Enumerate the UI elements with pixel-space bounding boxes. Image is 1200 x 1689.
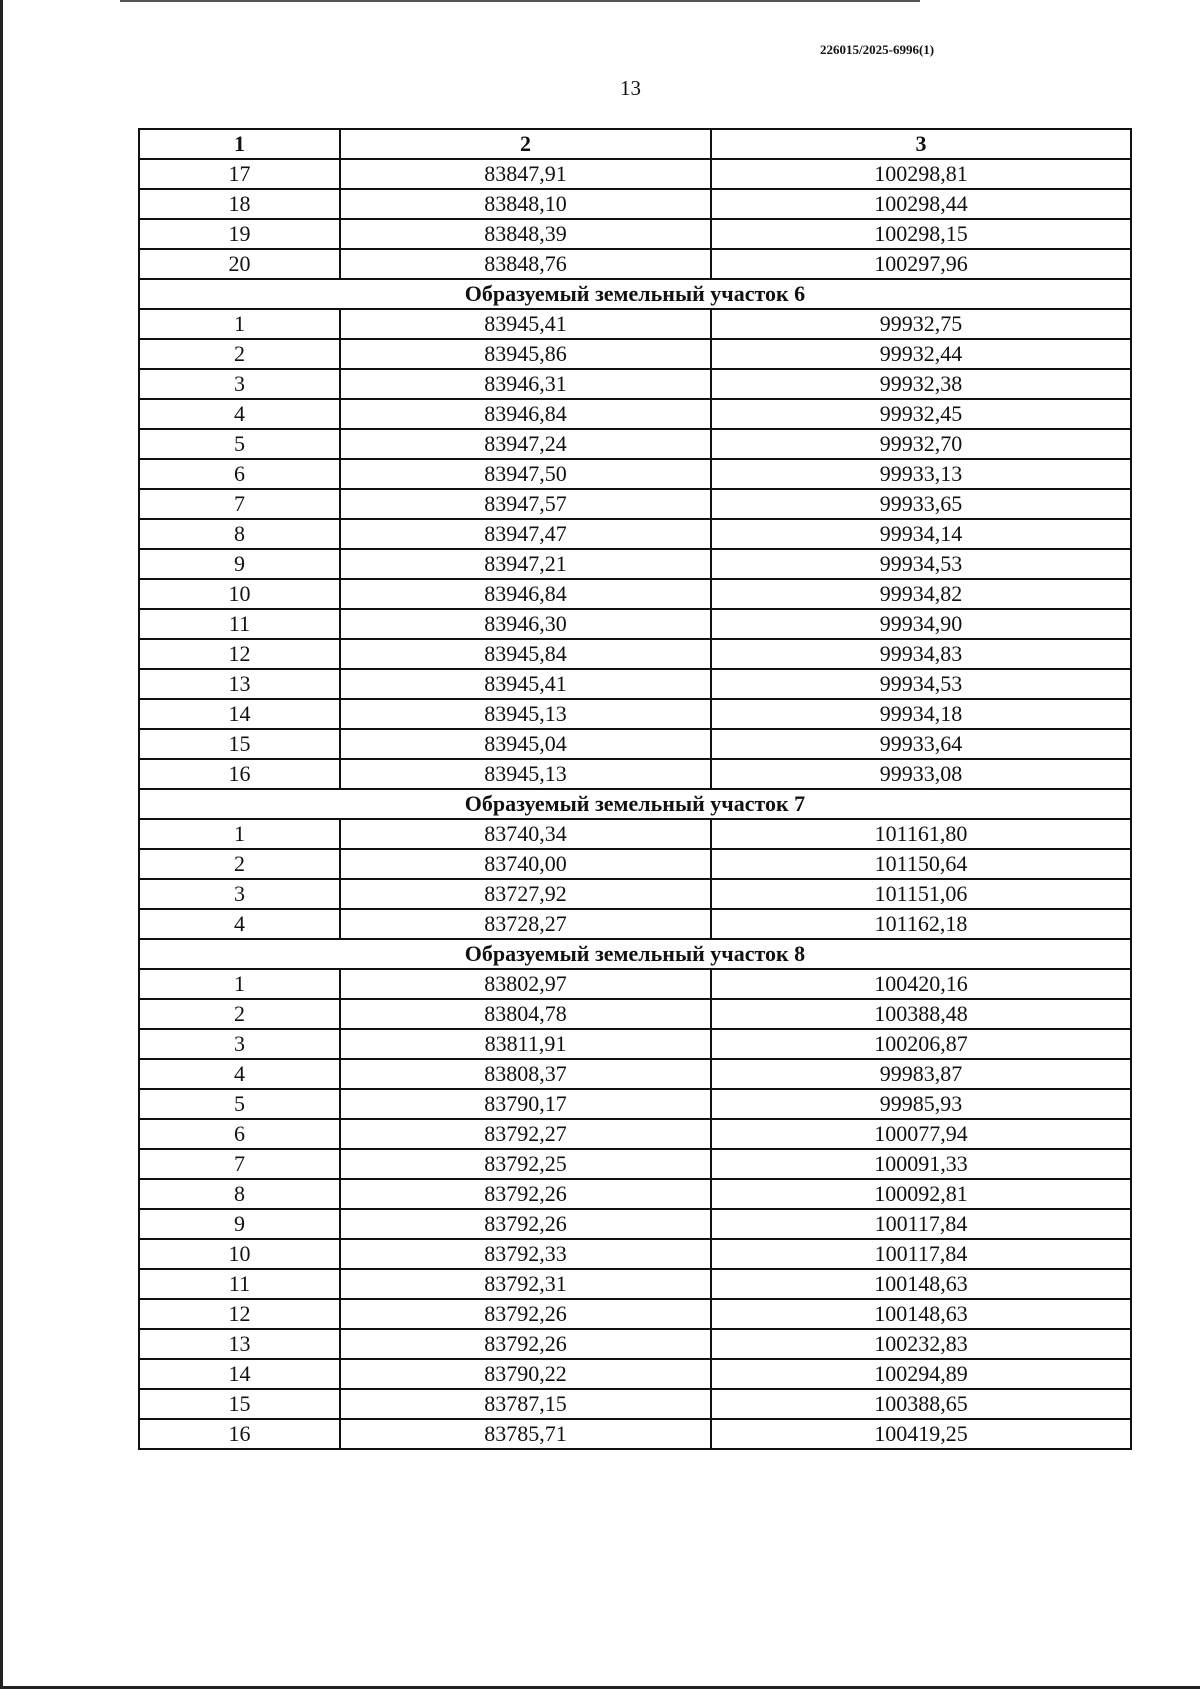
x-coordinate-cell: 83848,39 bbox=[340, 219, 711, 249]
x-coordinate-cell: 83947,21 bbox=[340, 549, 711, 579]
table-header-row bbox=[139, 129, 1131, 159]
x-coordinate-cell: 83792,26 bbox=[340, 1329, 711, 1359]
point-number-cell: 12 bbox=[139, 1299, 340, 1329]
point-number-cell: 6 bbox=[139, 1119, 340, 1149]
x-coordinate-cell: 83740,34 bbox=[340, 819, 711, 849]
y-coordinate-cell: 100206,87 bbox=[711, 1029, 1131, 1059]
y-coordinate-cell: 99932,44 bbox=[711, 339, 1131, 369]
y-coordinate-cell: 100419,25 bbox=[711, 1419, 1131, 1449]
point-number-cell: 13 bbox=[139, 1329, 340, 1359]
x-coordinate-cell: 83947,50 bbox=[340, 459, 711, 489]
y-coordinate-cell: 100388,65 bbox=[711, 1389, 1131, 1419]
x-coordinate-cell: 83945,86 bbox=[340, 339, 711, 369]
y-coordinate-cell: 99934,14 bbox=[711, 519, 1131, 549]
table-row bbox=[139, 1389, 1131, 1419]
column-header: 1 bbox=[139, 129, 340, 159]
y-coordinate-cell: 100148,63 bbox=[711, 1269, 1131, 1299]
table-row bbox=[139, 1089, 1131, 1119]
y-coordinate-cell: 99932,75 bbox=[711, 309, 1131, 339]
x-coordinate-cell: 83808,37 bbox=[340, 1059, 711, 1089]
table-row bbox=[139, 429, 1131, 459]
x-coordinate-cell: 83792,31 bbox=[340, 1269, 711, 1299]
table-row bbox=[139, 699, 1131, 729]
point-number-cell: 9 bbox=[139, 549, 340, 579]
point-number-cell: 10 bbox=[139, 1239, 340, 1269]
table-row bbox=[139, 999, 1131, 1029]
table-row bbox=[139, 849, 1131, 879]
y-coordinate-cell: 99934,53 bbox=[711, 669, 1131, 699]
y-coordinate-cell: 99934,18 bbox=[711, 699, 1131, 729]
point-number-cell: 14 bbox=[139, 1359, 340, 1389]
y-coordinate-cell: 100388,48 bbox=[711, 999, 1131, 1029]
y-coordinate-cell: 99983,87 bbox=[711, 1059, 1131, 1089]
y-coordinate-cell: 100298,44 bbox=[711, 189, 1131, 219]
y-coordinate-cell: 99933,64 bbox=[711, 729, 1131, 759]
y-coordinate-cell: 101150,64 bbox=[711, 849, 1131, 879]
x-coordinate-cell: 83946,84 bbox=[340, 399, 711, 429]
table-row bbox=[139, 519, 1131, 549]
table-row bbox=[139, 879, 1131, 909]
y-coordinate-cell: 100077,94 bbox=[711, 1119, 1131, 1149]
table-row bbox=[139, 1209, 1131, 1239]
table-row bbox=[139, 489, 1131, 519]
y-coordinate-cell: 100420,16 bbox=[711, 969, 1131, 999]
y-coordinate-cell: 100232,83 bbox=[711, 1329, 1131, 1359]
x-coordinate-cell: 83792,33 bbox=[340, 1239, 711, 1269]
table-row bbox=[139, 639, 1131, 669]
section-title: Образуемый земельный участок 7 bbox=[139, 789, 1131, 819]
point-number-cell: 14 bbox=[139, 699, 340, 729]
page-edge-top bbox=[120, 0, 920, 2]
x-coordinate-cell: 83945,13 bbox=[340, 699, 711, 729]
y-coordinate-cell: 100117,84 bbox=[711, 1239, 1131, 1269]
point-number-cell: 3 bbox=[139, 879, 340, 909]
table-row bbox=[139, 309, 1131, 339]
table-row bbox=[139, 819, 1131, 849]
point-number-cell: 3 bbox=[139, 369, 340, 399]
section-row bbox=[139, 279, 1131, 309]
y-coordinate-cell: 99934,53 bbox=[711, 549, 1131, 579]
section-title: Образуемый земельный участок 6 bbox=[139, 279, 1131, 309]
y-coordinate-cell: 100298,81 bbox=[711, 159, 1131, 189]
y-coordinate-cell: 99933,65 bbox=[711, 489, 1131, 519]
table-row bbox=[139, 549, 1131, 579]
point-number-cell: 2 bbox=[139, 999, 340, 1029]
x-coordinate-cell: 83947,24 bbox=[340, 429, 711, 459]
point-number-cell: 11 bbox=[139, 609, 340, 639]
point-number-cell: 1 bbox=[139, 309, 340, 339]
table-row bbox=[139, 1119, 1131, 1149]
point-number-cell: 2 bbox=[139, 849, 340, 879]
point-number-cell: 4 bbox=[139, 909, 340, 939]
x-coordinate-cell: 83947,47 bbox=[340, 519, 711, 549]
point-number-cell: 15 bbox=[139, 1389, 340, 1419]
point-number-cell: 8 bbox=[139, 519, 340, 549]
point-number-cell: 12 bbox=[139, 639, 340, 669]
point-number-cell: 2 bbox=[139, 339, 340, 369]
y-coordinate-cell: 99932,70 bbox=[711, 429, 1131, 459]
x-coordinate-cell: 83945,13 bbox=[340, 759, 711, 789]
y-coordinate-cell: 101162,18 bbox=[711, 909, 1131, 939]
point-number-cell: 1 bbox=[139, 819, 340, 849]
y-coordinate-cell: 100091,33 bbox=[711, 1149, 1131, 1179]
point-number-cell: 4 bbox=[139, 1059, 340, 1089]
point-number-cell: 3 bbox=[139, 1029, 340, 1059]
x-coordinate-cell: 83945,41 bbox=[340, 309, 711, 339]
table-row bbox=[139, 189, 1131, 219]
y-coordinate-cell: 99932,45 bbox=[711, 399, 1131, 429]
x-coordinate-cell: 83787,15 bbox=[340, 1389, 711, 1419]
y-coordinate-cell: 99934,82 bbox=[711, 579, 1131, 609]
point-number-cell: 1 bbox=[139, 969, 340, 999]
table-row bbox=[139, 579, 1131, 609]
point-number-cell: 20 bbox=[139, 249, 340, 279]
table-row bbox=[139, 1419, 1131, 1449]
point-number-cell: 15 bbox=[139, 729, 340, 759]
table-row bbox=[139, 369, 1131, 399]
x-coordinate-cell: 83802,97 bbox=[340, 969, 711, 999]
x-coordinate-cell: 83946,30 bbox=[340, 609, 711, 639]
y-coordinate-cell: 100294,89 bbox=[711, 1359, 1131, 1389]
point-number-cell: 9 bbox=[139, 1209, 340, 1239]
point-number-cell: 8 bbox=[139, 1179, 340, 1209]
table-row bbox=[139, 969, 1131, 999]
x-coordinate-cell: 83946,31 bbox=[340, 369, 711, 399]
x-coordinate-cell: 83727,92 bbox=[340, 879, 711, 909]
x-coordinate-cell: 83811,91 bbox=[340, 1029, 711, 1059]
x-coordinate-cell: 83790,17 bbox=[340, 1089, 711, 1119]
point-number-cell: 5 bbox=[139, 1089, 340, 1119]
x-coordinate-cell: 83945,04 bbox=[340, 729, 711, 759]
table-body bbox=[139, 159, 1131, 1449]
point-number-cell: 7 bbox=[139, 1149, 340, 1179]
table-row bbox=[139, 339, 1131, 369]
point-number-cell: 18 bbox=[139, 189, 340, 219]
point-number-cell: 7 bbox=[139, 489, 340, 519]
x-coordinate-cell: 83804,78 bbox=[340, 999, 711, 1029]
y-coordinate-cell: 99934,90 bbox=[711, 609, 1131, 639]
point-number-cell: 5 bbox=[139, 429, 340, 459]
table-row bbox=[139, 609, 1131, 639]
table-row bbox=[139, 909, 1131, 939]
section-title: Образуемый земельный участок 8 bbox=[139, 939, 1131, 969]
document-code: 226015/2025-6996(1) bbox=[820, 42, 935, 57]
x-coordinate-cell: 83847,91 bbox=[340, 159, 711, 189]
y-coordinate-cell: 100092,81 bbox=[711, 1179, 1131, 1209]
point-number-cell: 6 bbox=[139, 459, 340, 489]
table-row bbox=[139, 1329, 1131, 1359]
x-coordinate-cell: 83790,22 bbox=[340, 1359, 711, 1389]
y-coordinate-cell: 99932,38 bbox=[711, 369, 1131, 399]
table-row bbox=[139, 1359, 1131, 1389]
point-number-cell: 19 bbox=[139, 219, 340, 249]
point-number-cell: 4 bbox=[139, 399, 340, 429]
table-row bbox=[139, 759, 1131, 789]
x-coordinate-cell: 83848,10 bbox=[340, 189, 711, 219]
column-header: 2 bbox=[340, 129, 711, 159]
table-row bbox=[139, 1179, 1131, 1209]
table-row bbox=[139, 669, 1131, 699]
page-number: 13 bbox=[620, 76, 641, 100]
column-header: 3 bbox=[711, 129, 1131, 159]
section-row bbox=[139, 939, 1131, 969]
y-coordinate-cell: 99933,08 bbox=[711, 759, 1131, 789]
x-coordinate-cell: 83947,57 bbox=[340, 489, 711, 519]
page-edge-left bbox=[0, 0, 3, 1689]
section-row bbox=[139, 789, 1131, 819]
x-coordinate-cell: 83792,27 bbox=[340, 1119, 711, 1149]
x-coordinate-cell: 83848,76 bbox=[340, 249, 711, 279]
coordinates-table bbox=[138, 128, 1132, 1450]
x-coordinate-cell: 83792,25 bbox=[340, 1149, 711, 1179]
x-coordinate-cell: 83728,27 bbox=[340, 909, 711, 939]
table-row bbox=[139, 1239, 1131, 1269]
x-coordinate-cell: 83785,71 bbox=[340, 1419, 711, 1449]
y-coordinate-cell: 101151,06 bbox=[711, 879, 1131, 909]
table-row bbox=[139, 159, 1131, 189]
x-coordinate-cell: 83792,26 bbox=[340, 1299, 711, 1329]
point-number-cell: 16 bbox=[139, 759, 340, 789]
point-number-cell: 17 bbox=[139, 159, 340, 189]
y-coordinate-cell: 100298,15 bbox=[711, 219, 1131, 249]
table-row bbox=[139, 1149, 1131, 1179]
x-coordinate-cell: 83740,00 bbox=[340, 849, 711, 879]
y-coordinate-cell: 100148,63 bbox=[711, 1299, 1131, 1329]
y-coordinate-cell: 99985,93 bbox=[711, 1089, 1131, 1119]
table-row bbox=[139, 1029, 1131, 1059]
point-number-cell: 16 bbox=[139, 1419, 340, 1449]
point-number-cell: 10 bbox=[139, 579, 340, 609]
x-coordinate-cell: 83792,26 bbox=[340, 1209, 711, 1239]
point-number-cell: 13 bbox=[139, 669, 340, 699]
table-row bbox=[139, 729, 1131, 759]
table-row bbox=[139, 1269, 1131, 1299]
table-row bbox=[139, 249, 1131, 279]
y-coordinate-cell: 100117,84 bbox=[711, 1209, 1131, 1239]
table-row bbox=[139, 399, 1131, 429]
x-coordinate-cell: 83945,41 bbox=[340, 669, 711, 699]
table-row bbox=[139, 1059, 1131, 1089]
y-coordinate-cell: 100297,96 bbox=[711, 249, 1131, 279]
x-coordinate-cell: 83945,84 bbox=[340, 639, 711, 669]
y-coordinate-cell: 101161,80 bbox=[711, 819, 1131, 849]
table-row bbox=[139, 219, 1131, 249]
point-number-cell: 11 bbox=[139, 1269, 340, 1299]
y-coordinate-cell: 99933,13 bbox=[711, 459, 1131, 489]
x-coordinate-cell: 83792,26 bbox=[340, 1179, 711, 1209]
x-coordinate-cell: 83946,84 bbox=[340, 579, 711, 609]
y-coordinate-cell: 99934,83 bbox=[711, 639, 1131, 669]
table-row bbox=[139, 1299, 1131, 1329]
table-row bbox=[139, 459, 1131, 489]
